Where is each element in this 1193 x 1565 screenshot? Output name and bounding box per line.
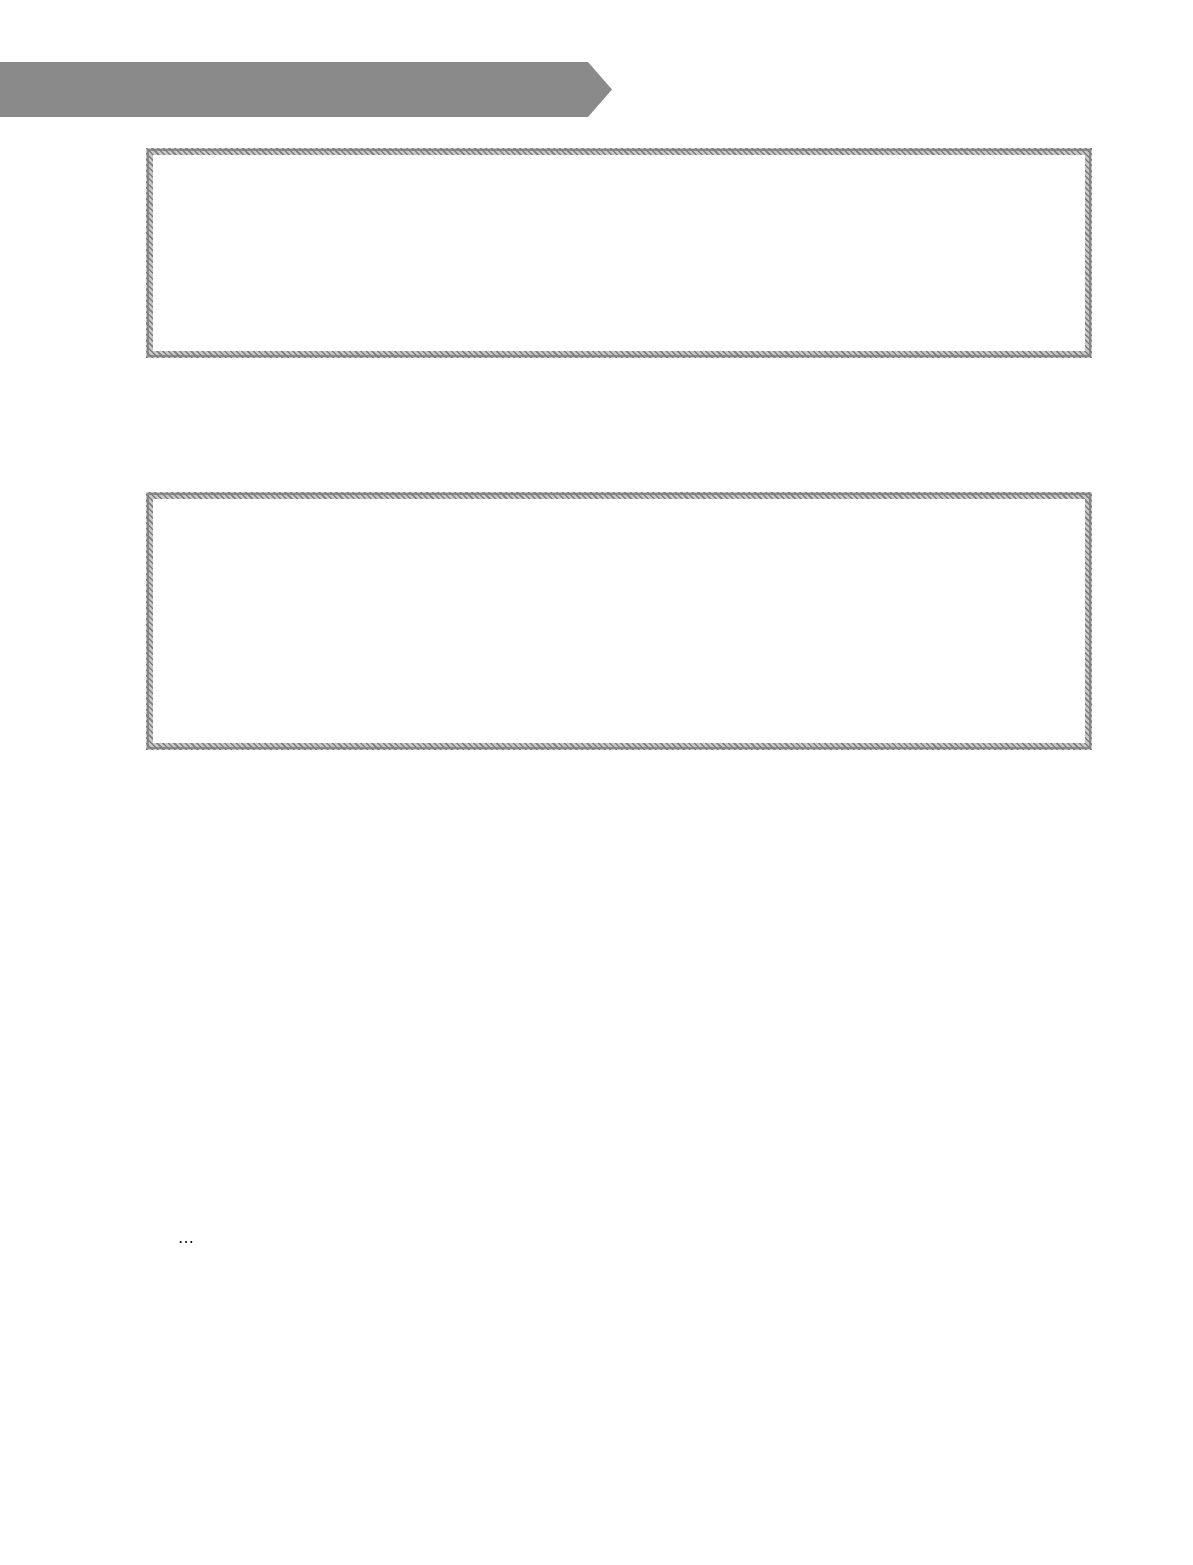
rule-box-neighbor-numbers [146, 492, 1092, 750]
exercise-heading [178, 1162, 1058, 1190]
number-row [178, 817, 1058, 847]
banner-shape [0, 62, 612, 117]
number-row [178, 1071, 1058, 1101]
exercise-1 [178, 781, 1058, 877]
number-row [178, 973, 1058, 1003]
exercise-3 [178, 1035, 1058, 1131]
number-row [178, 943, 1058, 973]
rule-box-following-number [146, 148, 1092, 358]
exercise-heading [178, 781, 1058, 809]
exercise-2 [178, 907, 1058, 1003]
number-row [178, 1101, 1058, 1131]
number-row [178, 417, 1058, 447]
number-row [178, 847, 1058, 877]
exercise-heading [178, 907, 1058, 935]
exercise-following-numbers [178, 383, 1058, 477]
number-row [178, 1198, 1058, 1228]
exercise-heading [178, 1035, 1058, 1063]
exercise-heading [178, 383, 1058, 411]
section-banner [0, 62, 612, 117]
exercise-4: … [178, 1162, 1058, 1247]
number-row [178, 447, 1058, 477]
